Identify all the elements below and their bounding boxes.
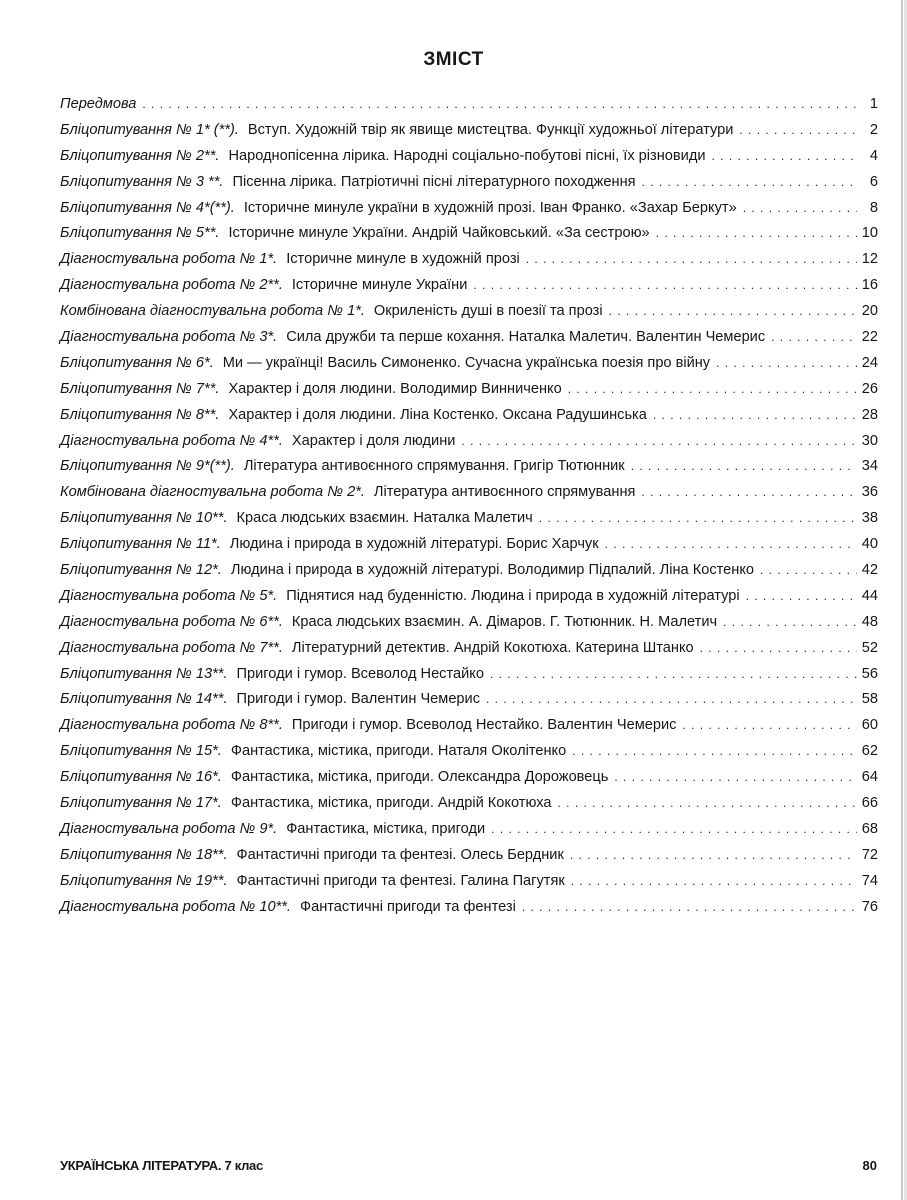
toc-entry-title: Краса людських взаємин. Наталка Малетич [236,510,533,527]
toc-entry-label: Передмова [60,96,137,112]
toc-entry[interactable] [60,640,878,666]
toc-entry-title: Фантастика, містика, пригоди [286,820,486,837]
toc-entry[interactable] [60,458,878,484]
toc-dot-leader [142,97,857,111]
toc-entry-label: Діагностувальна робота № 3*. [60,329,278,346]
toc-entry[interactable] [60,303,878,329]
toc-entry-title: Пригоди і гумор. Всеволод Нестайко. Валентин Чемерис [291,717,677,734]
toc-entry-label: Бліцопитування № 2**. [60,147,220,164]
toc-entry-label: Бліцопитування № 11*. [60,536,221,553]
toc-entry-label: Комбінована діагностувальна робота № 2*. [60,484,365,501]
toc-entry-label: Діагностувальна робота № 1*. [60,251,278,268]
toc-entry-label: Бліцопитування № 1* (**). [60,121,239,138]
toc-entry-label: Діагностувальна робота № 4**. [60,432,283,449]
toc-entry-label: Бліцопитування № 3 **. [60,173,224,190]
page-edge-shadow [901,0,903,1200]
toc-entry-label: Діагностувальна робота № 2**. [60,277,283,294]
toc-dot-leader [526,252,857,266]
toc-entry-page-number: 20 [861,303,878,320]
toc-entry-label: Діагностувальна робота № 7**. [60,639,283,656]
toc-dot-leader [771,330,857,344]
toc-dot-leader [656,226,857,240]
toc-entry[interactable] [60,847,878,873]
toc-entry-label: Бліцопитування № 4*(**). [60,199,235,216]
toc-entry-label: Бліцопитування № 13**. [60,665,228,682]
toc-entry[interactable] [60,200,878,226]
toc-entry-label: Бліцопитування № 6*. [60,354,214,371]
toc-entry-page-number: 52 [861,639,878,656]
toc-entry-page-number: 24 [861,354,878,371]
toc-entry[interactable] [60,562,878,588]
toc-dot-leader [682,718,857,732]
toc-entry-page-number: 56 [861,665,878,682]
toc-entry-label: Бліцопитування № 15*. [60,743,222,760]
toc-entry[interactable] [60,795,878,821]
toc-dot-leader [746,589,857,603]
toc-entry[interactable] [60,381,878,407]
toc-dot-leader [760,563,857,577]
toc-dot-leader [568,382,857,396]
toc-entry[interactable] [60,225,878,251]
toc-entry-page-number: 48 [861,613,878,630]
toc-entry[interactable] [60,433,878,459]
toc-entry-label: Бліцопитування № 7**. [60,380,220,397]
toc-entry[interactable] [60,122,878,148]
toc-dot-leader [570,848,857,862]
toc-entry-title: Характер і доля людини. Володимир Винниченко [228,380,562,397]
toc-dot-leader [739,123,857,137]
toc-entry[interactable] [60,536,878,562]
toc-entry-title: Фантастичні пригоди та фентезі. Олесь Бердник [236,846,564,863]
toc-entry-title: Література антивоєнного спрямування. Григір Тютюнник [243,458,625,475]
toc-dot-leader [700,641,857,655]
toc-entry-page-number: 76 [861,898,878,915]
toc-entry[interactable] [60,614,878,640]
toc-entry-page-number: 72 [861,846,878,863]
toc-entry-page-number: 74 [861,872,878,889]
toc-dot-leader [641,485,857,499]
toc-dot-leader [614,770,857,784]
page-title: ЗМІСТ [423,49,484,70]
toc-entry-title: Фантастичні пригоди та фентезі. Галина Пагутяк [236,872,565,889]
toc-entry-label: Бліцопитування № 12*. [60,562,222,579]
toc-entry-label: Бліцопитування № 10**. [60,510,228,527]
toc-entry-page-number: 58 [861,691,878,708]
toc-entry-page-number: 4 [869,147,878,164]
toc-entry-label: Діагностувальна робота № 10**. [60,898,291,915]
toc-dot-leader [605,537,857,551]
toc-dot-leader [723,615,857,629]
toc-entry[interactable] [60,691,878,717]
toc-entry[interactable] [60,899,878,925]
toc-entry-title: Людина і природа в художній літературі. Борис Харчук [229,536,599,553]
toc-dot-leader [473,278,857,292]
toc-dot-leader [642,175,857,189]
toc-entry-page-number: 12 [861,251,878,268]
toc-entry[interactable] [60,666,878,692]
toc-entry-page-number: 30 [861,432,878,449]
toc-entry-label: Бліцопитування № 16*. [60,769,222,786]
toc-entry-title: Історичне минуле україни в художній прозі. Іван Франко. «Захар Беркут» [243,199,737,216]
toc-entry-page-number: 42 [861,562,878,579]
toc-entry[interactable] [60,96,878,122]
toc-entry-label: Бліцопитування № 9*(**). [60,458,235,475]
toc-entry-page-number: 22 [861,329,878,346]
toc-entry-title: Сила дружби та перше кохання. Наталка Малетич. Валентин Чемерис [286,329,766,346]
toc-entry-label: Бліцопитування № 8**. [60,406,220,423]
toc-dot-leader [486,692,857,706]
toc-dot-leader [522,900,857,914]
toc-entry-title: Ми — українці! Василь Симоненко. Сучасна українська поезія про війну [222,354,711,371]
toc-dot-leader [539,511,857,525]
toc-dot-leader [571,874,857,888]
toc-entry[interactable] [60,174,878,200]
toc-entry-page-number: 34 [861,458,878,475]
toc-entry[interactable] [60,821,878,847]
toc-entry-title: Краса людських взаємин. А. Дімаров. Г. Тютюнник. Н. Малетич [291,613,718,630]
toc-entry-title: Пригоди і гумор. Всеволод Нестайко [236,665,484,682]
toc-entry-title: Пригоди і гумор. Валентин Чемерис [236,691,481,708]
toc-entry[interactable] [60,329,878,355]
toc-entry-title: Людина і природа в художній літературі. Володимир Підпалий. Ліна Костенко [230,562,754,579]
footer-page-number: 80 [862,1158,877,1173]
toc-entry-title: Характер і доля людини [291,432,456,449]
toc-dot-leader [743,201,857,215]
toc-entry-title: Фантастика, містика, пригоди. Андрій Кокотюха [230,795,552,812]
toc-entry-label: Бліцопитування № 18**. [60,846,228,863]
toc-entry-page-number: 6 [869,173,878,190]
toc-entry[interactable] [60,510,878,536]
toc-dot-leader [461,434,857,448]
toc-entry-page-number: 38 [861,510,878,527]
toc-dot-leader [557,796,857,810]
toc-entry-label: Бліцопитування № 17*. [60,795,222,812]
toc-entry-title: Історичне минуле в художній прозі [286,251,520,268]
toc-entry-page-number: 62 [861,743,878,760]
toc-entry-page-number: 1 [869,96,878,112]
toc-entry-page-number: 28 [861,406,878,423]
toc-entry[interactable] [60,769,878,795]
toc-entry-page-number: 26 [861,380,878,397]
toc-entry-title: Піднятися над буденністю. Людина і природа в художній літературі [286,587,740,604]
toc-entry-page-number: 40 [861,536,878,553]
toc-entry-page-number: 68 [861,820,878,837]
toc-entry[interactable] [60,743,878,769]
toc-entry-page-number: 64 [861,769,878,786]
toc-entry[interactable] [60,873,878,899]
toc-dot-leader [572,744,857,758]
toc-entry-page-number: 10 [861,225,878,242]
toc-entry[interactable] [60,148,878,174]
toc-entry-title: Окриленість душі в поезії та прозі [373,303,603,320]
toc-entry[interactable] [60,355,878,381]
toc-entry-label: Діагностувальна робота № 5*. [60,587,278,604]
toc-entry-title: Література антивоєнного спрямування [373,484,636,501]
toc-dot-leader [491,822,857,836]
toc-entry-label: Діагностувальна робота № 8**. [60,717,283,734]
toc-entry-title: Фантастичні пригоди та фентезі [300,898,516,915]
toc-entry[interactable] [60,484,878,510]
toc-entry-page-number: 2 [869,121,878,138]
toc-dot-leader [631,459,857,473]
toc-entry-label: Діагностувальна робота № 9*. [60,820,278,837]
toc-entry-page-number: 44 [861,587,878,604]
toc-entry-title: Характер і доля людини. Ліна Костенко. Оксана Радушинська [228,406,647,423]
toc-entry-label: Комбінована діагностувальна робота № 1*. [60,303,365,320]
footer-book-title: УКРАЇНСЬКА ЛІТЕРАТУРА. 7 клас [60,1158,263,1173]
toc-dot-leader [716,356,857,370]
toc-entry[interactable] [60,717,878,743]
toc-dot-leader [609,304,857,318]
toc-entry[interactable] [60,277,878,303]
toc-entry-title: Літературний детектив. Андрій Кокотюха. Катерина Штанко [291,639,694,656]
toc-entry[interactable] [60,407,878,433]
toc-dot-leader [653,408,857,422]
table-of-contents [60,96,878,925]
toc-entry-page-number: 60 [861,717,878,734]
toc-entry-title: Історичне минуле України [291,277,468,294]
toc-dot-leader [712,149,858,163]
toc-entry-page-number: 66 [861,795,878,812]
toc-entry-label: Бліцопитування № 5**. [60,225,220,242]
toc-entry-label: Бліцопитування № 19**. [60,872,228,889]
toc-entry-title: Пісенна лірика. Патріотичні пісні літературного походження [232,173,636,190]
toc-entry-label: Діагностувальна робота № 6**. [60,613,283,630]
toc-entry-label: Бліцопитування № 14**. [60,691,228,708]
toc-entry-page-number: 8 [869,199,878,216]
toc-entry[interactable] [60,251,878,277]
toc-entry-title: Фантастика, містика, пригоди. Наталя Околітенко [230,743,567,760]
toc-entry-page-number: 16 [861,277,878,294]
toc-entry-page-number: 36 [861,484,878,501]
toc-entry-title: Фантастика, містика, пригоди. Олександра Дорожовець [230,769,609,786]
toc-entry-title: Народнопісенна лірика. Народні соціально-побутові пісні, їх різновиди [228,147,706,164]
toc-entry[interactable] [60,588,878,614]
toc-entry-title: Історичне минуле України. Андрій Чайковський. «За сестрою» [228,225,650,242]
toc-dot-leader [490,667,857,681]
toc-entry-title: Вступ. Художній твір як явище мистецтва. Функції художньої літератури [247,121,734,138]
